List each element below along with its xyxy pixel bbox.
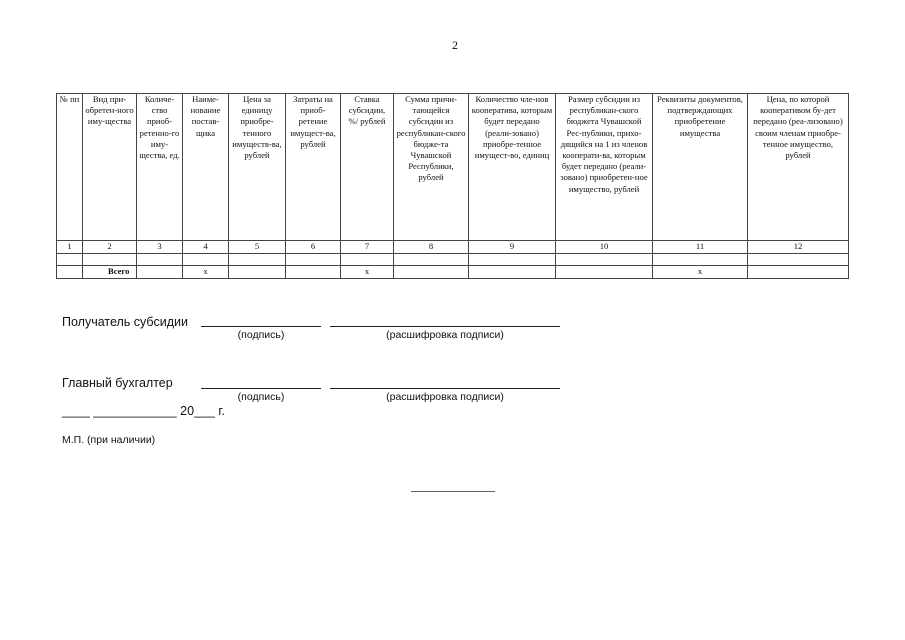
accountant-decryption-caption: (расшифровка подписи): [386, 391, 504, 403]
header-cell: № пп: [57, 94, 83, 241]
column-number: 10: [556, 241, 653, 254]
total-cell: [748, 266, 849, 279]
header-cell: Затраты на приоб-ретение имущест-ва, рублей: [286, 94, 341, 241]
footer-rule: [411, 491, 495, 492]
subsidy-table: [56, 93, 849, 279]
column-number: 2: [83, 241, 137, 254]
column-number: 4: [183, 241, 229, 254]
total-cell: [229, 266, 286, 279]
table-cell[interactable]: [653, 254, 748, 266]
stamp-note: М.П. (при наличии): [62, 434, 156, 446]
recipient-decryption-caption: (расшифровка подписи): [386, 329, 504, 341]
table-row: [57, 254, 849, 266]
total-row: [57, 266, 849, 279]
column-number: 8: [394, 241, 469, 254]
column-number: 9: [469, 241, 556, 254]
total-cell: [57, 266, 83, 279]
total-cell: [556, 266, 653, 279]
column-number: 7: [341, 241, 394, 254]
table-cell[interactable]: [556, 254, 653, 266]
column-number: 3: [137, 241, 183, 254]
accountant-signature-line[interactable]: [201, 388, 321, 389]
table-cell[interactable]: [183, 254, 229, 266]
total-cell: х: [341, 266, 394, 279]
header-cell: Реквизиты документов, подтверждающих приобретение имущества: [653, 94, 748, 241]
table-cell[interactable]: [57, 254, 83, 266]
table-cell[interactable]: [286, 254, 341, 266]
header-cell: Цена, по которой кооперативом бу-дет передано (реа-лизовано) своим членам приобре-тенное имущество, рублей: [748, 94, 849, 241]
table-header-row: [57, 94, 849, 241]
header-cell: Количество чле-нов кооператива, которым будет передано (реали-зовано) приобре-тенное имущест-во, единиц: [469, 94, 556, 241]
table-cell[interactable]: [394, 254, 469, 266]
total-cell: [394, 266, 469, 279]
accountant-label: Главный бухгалтер: [62, 376, 173, 390]
accountant-signature-caption: (подпись): [237, 391, 285, 403]
total-cell: [469, 266, 556, 279]
recipient-signature-line[interactable]: [201, 326, 321, 327]
page-number: 2: [452, 38, 458, 52]
table-cell[interactable]: [83, 254, 137, 266]
table-cell[interactable]: [229, 254, 286, 266]
column-number-row: [57, 241, 849, 254]
header-cell: Наиме-нование постав-щика: [183, 94, 229, 241]
column-number: 1: [57, 241, 83, 254]
column-number: 12: [748, 241, 849, 254]
total-cell: [137, 266, 183, 279]
total-cell: [286, 266, 341, 279]
column-number: 5: [229, 241, 286, 254]
header-cell: Ставка субсидии, %/ рублей: [341, 94, 394, 241]
column-number: 6: [286, 241, 341, 254]
date-line[interactable]: ____ ____________ 20___ г.: [62, 404, 225, 418]
header-cell: Сумма причи-тающейся субсидии из республикан-ского бюдже-та Чувашской Республики, рублей: [394, 94, 469, 241]
recipient-label: Получатель субсидии: [62, 315, 188, 329]
table-cell[interactable]: [748, 254, 849, 266]
recipient-signature-caption: (подпись): [237, 329, 285, 341]
header-cell: Количе-ство приоб-ретенно-го иму-щества, ед.: [137, 94, 183, 241]
header-cell: Размер субсидии из республикан-ского бюджета Чувашской Рес-публики, прихо-дящийся на 1 из членов кооперати-ва, которым будет передано (реали-зовано) приобретен-ное имущество, рублей: [556, 94, 653, 241]
total-label: Всего: [83, 266, 137, 279]
header-cell: Вид при-обретен-ного иму-щества: [83, 94, 137, 241]
table-cell[interactable]: [137, 254, 183, 266]
table-cell[interactable]: [341, 254, 394, 266]
recipient-decryption-line[interactable]: [330, 326, 560, 327]
column-number: 11: [653, 241, 748, 254]
header-cell: Цена за единицу приобре-тенного имуществ-ва, рублей: [229, 94, 286, 241]
table-cell[interactable]: [469, 254, 556, 266]
accountant-decryption-line[interactable]: [330, 388, 560, 389]
total-cell: х: [183, 266, 229, 279]
total-cell: х: [653, 266, 748, 279]
